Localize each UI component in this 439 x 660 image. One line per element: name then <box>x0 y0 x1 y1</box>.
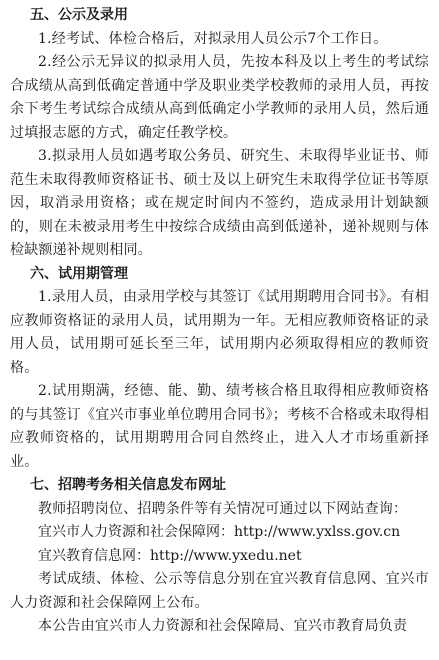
paragraph-websites-responsibility: 本公告由宜兴市人力资源和社会保障局、宜兴市教育局负责 <box>38 618 408 634</box>
paragraph-websites-intro: 教师招聘岗位、招聘条件等有关情况可通过以下网站查询： <box>38 500 408 517</box>
website-education: 宜兴教育信息网：http://www.yxedu.net <box>38 547 302 564</box>
website-hrss: 宜兴市人力资源和社会保障网：http://www.yxlss.gov.cn <box>38 524 401 540</box>
paragraph-probation-2: 2.试用期满，经德、能、勤、绩考核合格且取得相应教师资格的与其签订《宜兴市事业单位聘用合同书》；考核不合格或未取得相应教师资格的，试用期聘用合同自然终止，进入人才市场重新择业。 <box>10 383 429 470</box>
section-heading-probation: 六、试用期管理 <box>30 265 128 282</box>
paragraph-probation-1: 1.录用人员，由录用学校与其签订《试用期聘用合同书》。有相应教师资格证的录用人员，试用期为一年。无相应教师资格证的录用人员，试用期可延长至三年，试用期内必须取得相应的教师资格。 <box>10 289 429 376</box>
paragraph-publicity-3: 3.拟录用人员如遇考取公务员、研究生、未取得毕业证书、师范生未取得教师资格证书、硕士及以上研究生未取得学位证书等原因，取消录用资格；或在规定时间内不签约，造成录用计划缺额的，则在未被录用考生中按综合成绩由高到低递补，递补规则与体检缺额递补规则相同。 <box>10 148 429 258</box>
paragraph-websites-results: 考试成绩、体检、公示等信息分别在宜兴教育信息网、宜兴市人力资源和社会保障网上公布。 <box>10 571 429 611</box>
paragraph-publicity-1: 1.经考试、体检合格后，对拟录用人员公示7个工作日。 <box>38 30 388 47</box>
section-heading-publicity: 五、公示及录用 <box>30 7 128 23</box>
section-heading-websites: 七、招聘考务相关信息发布网址 <box>30 477 226 493</box>
paragraph-publicity-2: 2.经公示无异议的拟录用人员，先按本科及以上考生的考试综合成绩从高到低确定普通中学及职业类学校教师的录用人员，再按余下考生考试综合成绩从高到低确定小学教师的录用人员，然后通过填报志愿的方式，确定任教学校。 <box>10 54 429 141</box>
